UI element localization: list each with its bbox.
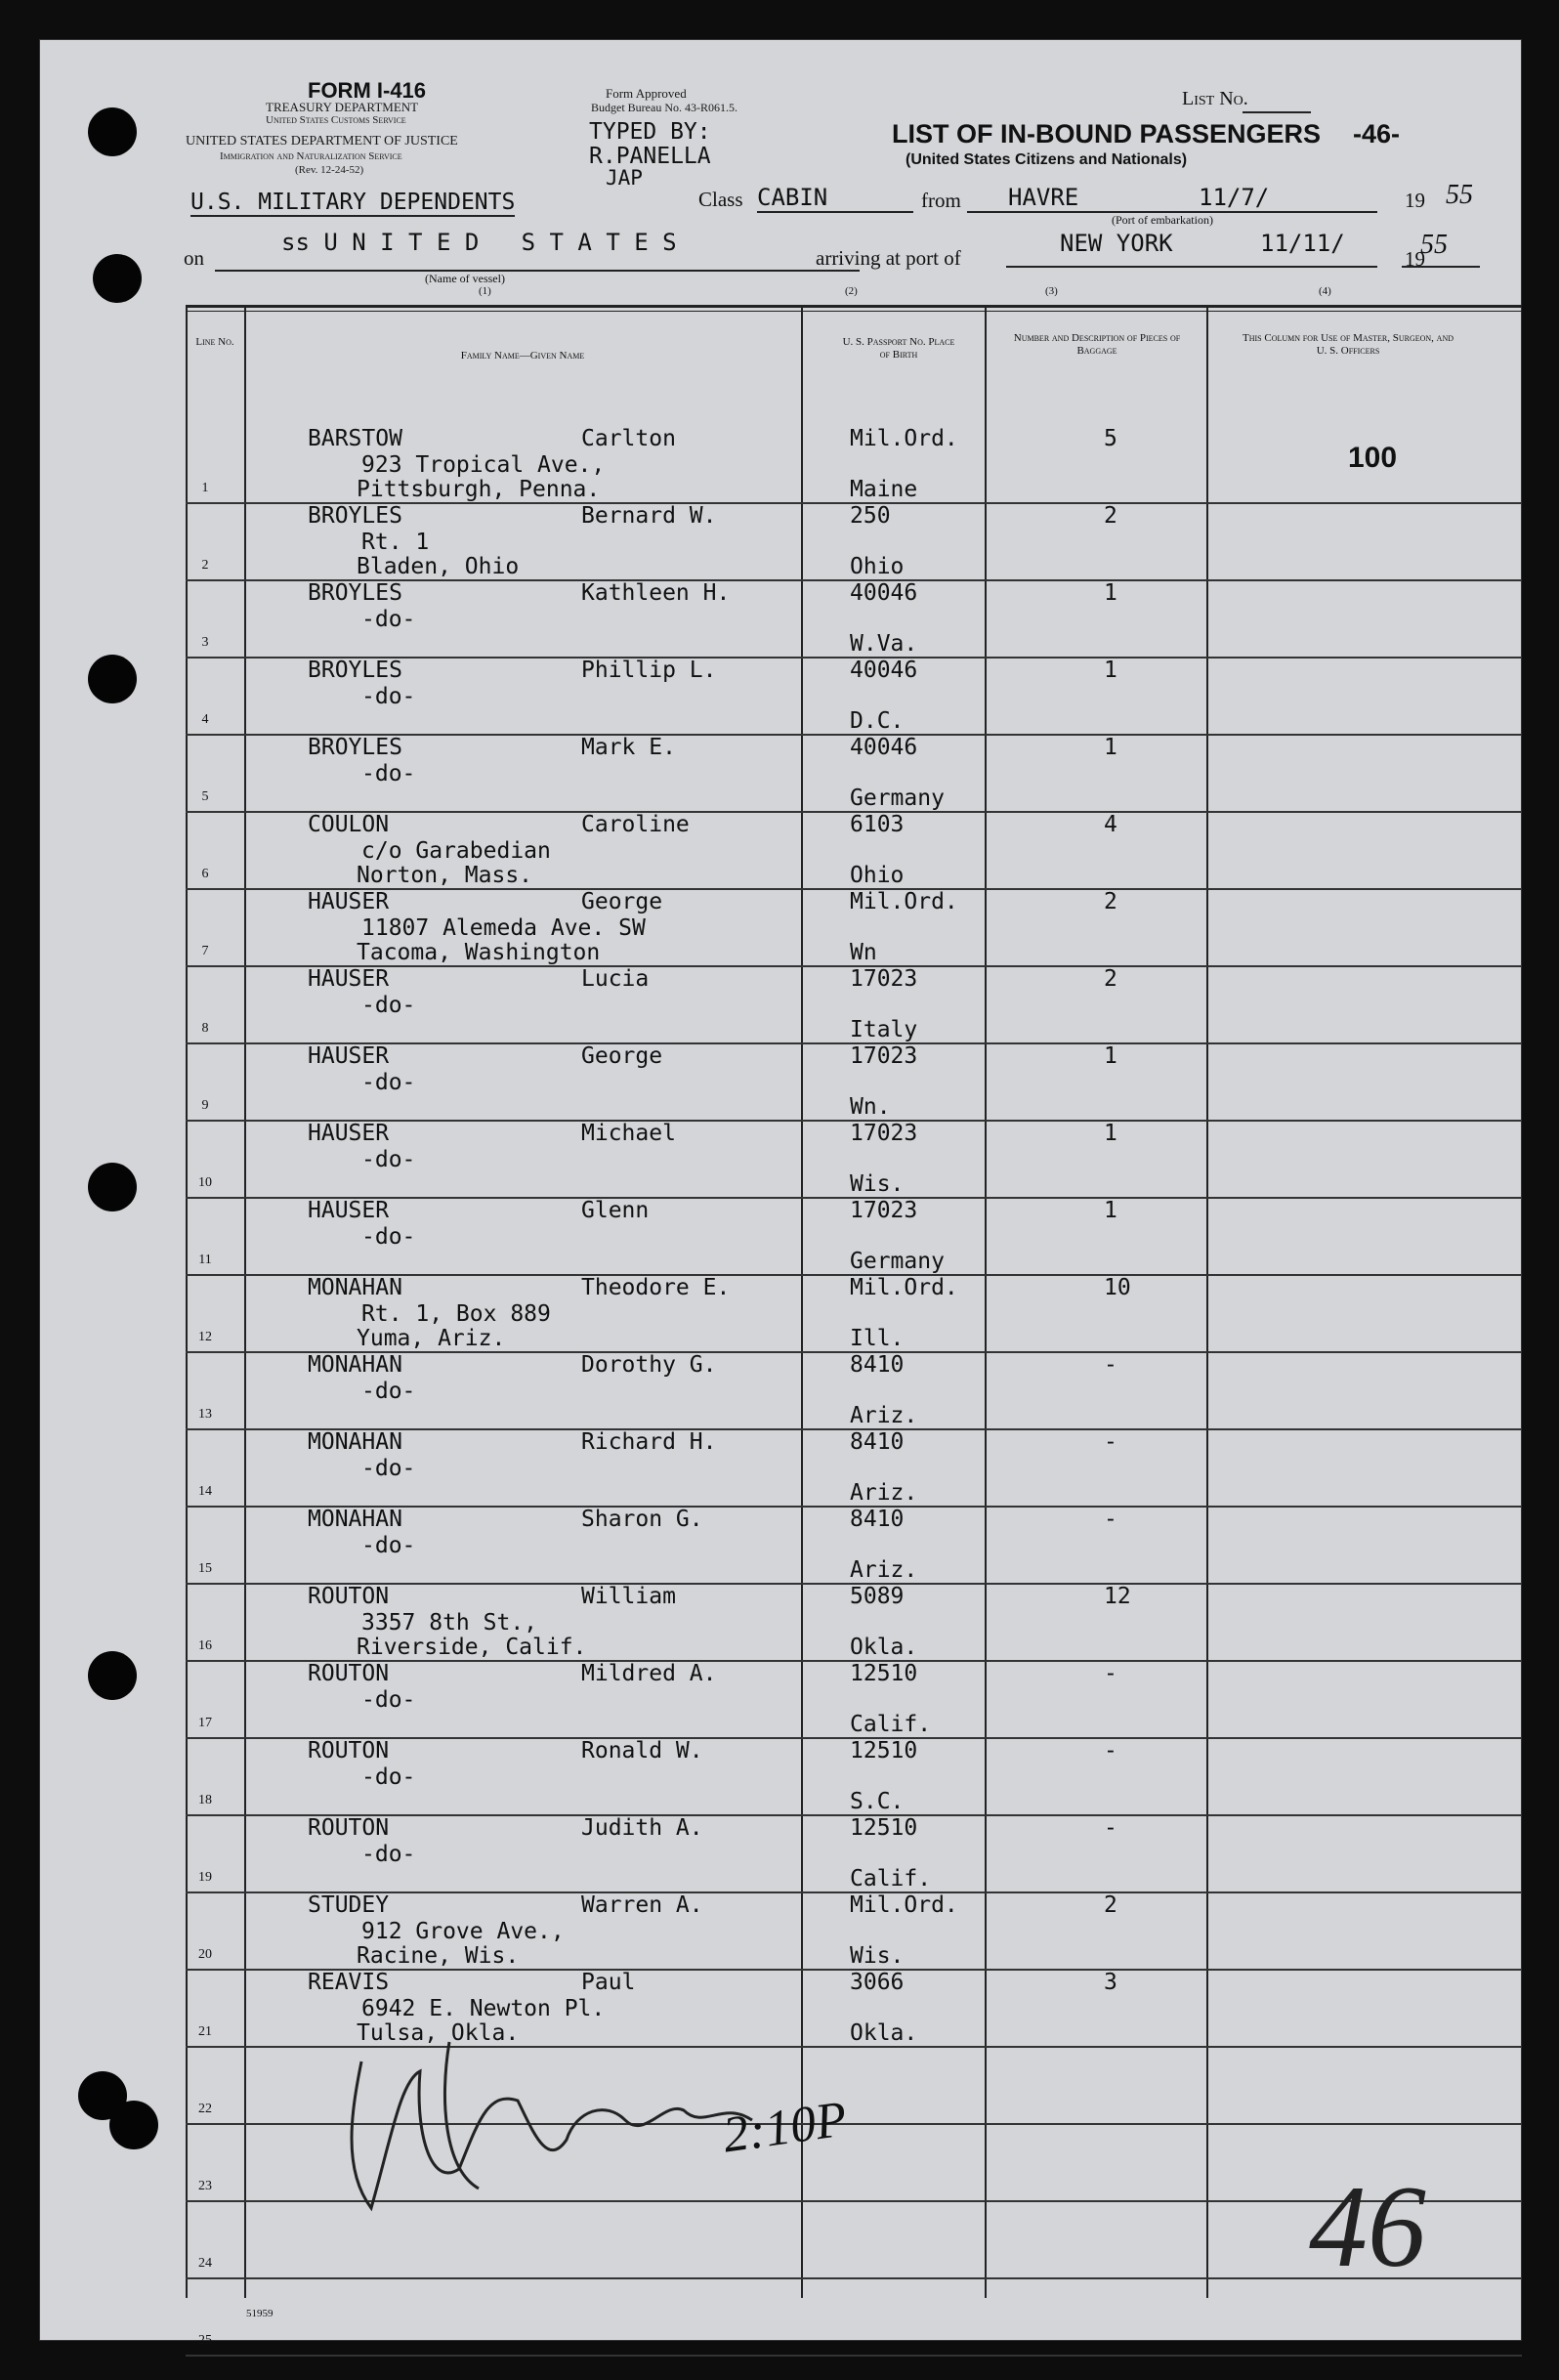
place-of-birth: Okla.: [850, 1635, 918, 1660]
place-of-birth: Germany: [850, 786, 945, 811]
table-row: [186, 1122, 1522, 1199]
column-number-4: (4): [1319, 285, 1331, 297]
passport-number: 40046: [850, 580, 918, 606]
punch-hole: [88, 655, 137, 703]
passport-number: Mil.Ord.: [850, 1892, 958, 1918]
address-line-1: -do-: [361, 1533, 416, 1558]
column-header-officers: This Column for Use of Master, Surgeon, and U. S. Officers: [1243, 332, 1454, 357]
address-line-1: 923 Tropical Ave.,: [361, 452, 606, 478]
address-line-2: Norton, Mass.: [357, 863, 533, 888]
class-value: CABIN: [757, 184, 828, 211]
table-row: [186, 1662, 1522, 1739]
passport-number: 17023: [850, 1198, 918, 1223]
address-line-1: -do-: [361, 1842, 416, 1867]
address-line-1: 11807 Alemeda Ave. SW: [361, 915, 646, 941]
group-name: U.S. MILITARY DEPENDENTS: [190, 190, 516, 215]
port-of-embarkation-label: (Port of embarkation): [1112, 213, 1213, 227]
given-name: Paul: [581, 1970, 636, 1995]
family-name: MONAHAN: [308, 1352, 402, 1378]
from-label: from: [921, 189, 961, 212]
table-row: [186, 1276, 1522, 1353]
embark-date: 11/7/: [1199, 184, 1270, 211]
vessel-label: (Name of vessel): [425, 272, 505, 285]
baggage-count: 4: [1104, 812, 1117, 837]
place-of-birth: Calif.: [850, 1866, 932, 1891]
baggage-count: 1: [1104, 1198, 1117, 1223]
baggage-count: 5: [1104, 426, 1117, 451]
given-name: Lucia: [581, 966, 650, 992]
address-line-1: Rt. 1, Box 889: [361, 1301, 551, 1327]
family-name: HAUSER: [308, 889, 390, 914]
place-of-birth: Wis.: [850, 1943, 905, 1969]
given-name: George: [581, 1043, 663, 1069]
family-name: ROUTON: [308, 1815, 390, 1841]
punch-hole: [88, 107, 137, 156]
page-title: LIST OF IN-BOUND PASSENGERS: [892, 119, 1322, 149]
family-name: ROUTON: [308, 1661, 390, 1686]
family-name: REAVIS: [308, 1970, 390, 1995]
passport-number: 17023: [850, 966, 918, 992]
given-name: Kathleen H.: [581, 580, 731, 606]
place-of-birth: Maine: [850, 477, 918, 502]
address-line-1: -do-: [361, 607, 416, 632]
passport-number: 12510: [850, 1661, 918, 1686]
row-number: 3: [201, 635, 209, 650]
baggage-count: 1: [1104, 1121, 1117, 1146]
place-of-birth: Okla.: [850, 2020, 918, 2046]
family-name: HAUSER: [308, 1043, 390, 1069]
given-name: Mildred A.: [581, 1661, 717, 1686]
address-line-1: -do-: [361, 1687, 416, 1713]
address-line-1: c/o Garabedian: [361, 838, 551, 864]
punch-hole: [109, 2101, 158, 2149]
punch-hole: [88, 1651, 137, 1700]
given-name: William: [581, 1584, 676, 1609]
passport-number: 40046: [850, 658, 918, 683]
row-number: 25: [198, 2333, 212, 2348]
row-number: 13: [198, 1407, 212, 1422]
row-number: 7: [201, 944, 209, 958]
passport-number: 6103: [850, 812, 905, 837]
place-of-birth: W.Va.: [850, 631, 918, 657]
table-row: [186, 1739, 1522, 1816]
given-name: George: [581, 889, 663, 914]
place-of-birth: S.C.: [850, 1789, 905, 1814]
row-number: 19: [198, 1870, 212, 1885]
place-of-birth: Wn: [850, 940, 877, 965]
baggage-count: 1: [1104, 580, 1117, 606]
family-name: STUDEY: [308, 1892, 390, 1918]
place-of-birth: Wn.: [850, 1094, 891, 1120]
row-number: 23: [198, 2179, 212, 2193]
address-line-2: Racine, Wis.: [357, 1943, 520, 1969]
family-name: MONAHAN: [308, 1275, 402, 1300]
table-row: [186, 427, 1522, 504]
punch-hole: [88, 1163, 137, 1211]
table-row: [186, 1044, 1522, 1122]
row-number: 12: [198, 1330, 212, 1344]
address-line-1: -do-: [361, 1147, 416, 1172]
list-number: -46-: [1353, 119, 1401, 149]
column-header-passport: U. S. Passport No. Place of Birth: [842, 336, 955, 361]
given-name: Carlton: [581, 426, 676, 451]
address-line-2: Bladen, Ohio: [357, 554, 520, 579]
passport-number: 250: [850, 503, 891, 529]
place-of-birth: Ariz.: [850, 1480, 918, 1506]
address-line-2: Pittsburgh, Penna.: [357, 477, 601, 502]
typed-by-initials: JAP: [606, 166, 643, 190]
baggage-count: 1: [1104, 658, 1117, 683]
family-name: BROYLES: [308, 580, 402, 606]
row-number: 22: [198, 2102, 212, 2116]
row-number: 4: [201, 712, 209, 727]
column-header-baggage: Number and Description of Pieces of Baggage: [1013, 332, 1181, 357]
family-name: COULON: [308, 812, 390, 837]
time-note: 2:10P: [719, 2091, 851, 2164]
baggage-count: 3: [1104, 1970, 1117, 1995]
row-number: 24: [198, 2256, 212, 2271]
row-number: 21: [198, 2024, 212, 2039]
family-name: HAUSER: [308, 1121, 390, 1146]
table-row: [186, 1893, 1522, 1971]
place-of-birth: Wis.: [850, 1171, 905, 1197]
address-line-2: Tacoma, Washington: [357, 940, 601, 965]
address-line-1: -do-: [361, 1764, 416, 1790]
dept-line-4: Immigration and Naturalization Service: [220, 150, 402, 162]
address-line-1: 6942 E. Newton Pl.: [361, 1996, 606, 2021]
passport-number: 8410: [850, 1507, 905, 1532]
table-row: [186, 736, 1522, 813]
dept-line-2: United States Customs Service: [266, 114, 406, 126]
address-line-1: 3357 8th St.,: [361, 1610, 538, 1636]
year-prefix-2: 19: [1405, 247, 1425, 271]
address-line-1: -do-: [361, 1379, 416, 1404]
given-name: Dorothy G.: [581, 1352, 717, 1378]
place-of-birth: Italy: [850, 1017, 918, 1042]
approval-line-1: Form Approved: [606, 86, 687, 101]
row-number: 20: [198, 1947, 212, 1962]
given-name: Warren A.: [581, 1892, 703, 1918]
place-of-birth: Ariz.: [850, 1403, 918, 1428]
passport-number: 8410: [850, 1429, 905, 1455]
place-of-birth: Calif.: [850, 1712, 932, 1737]
family-name: BROYLES: [308, 735, 402, 760]
place-of-birth: Ill.: [850, 1326, 905, 1351]
place-of-birth: Ohio: [850, 863, 905, 888]
row-number: 5: [201, 789, 209, 804]
row-number: 16: [198, 1638, 212, 1653]
baggage-count: 12: [1104, 1584, 1131, 1609]
address-line-2: Tulsa, Okla.: [357, 2020, 520, 2046]
baggage-count: -: [1104, 1661, 1117, 1686]
passport-number: Mil.Ord.: [850, 1275, 958, 1300]
row-number: 8: [201, 1021, 209, 1036]
officer-note: 100: [1348, 442, 1398, 474]
address-line-1: -do-: [361, 684, 416, 709]
on-label: on: [184, 246, 204, 270]
table-row: [186, 967, 1522, 1044]
row-number: 2: [201, 558, 209, 573]
form-number: FORM I-416: [308, 78, 427, 103]
year-suffix-2: 55: [1420, 230, 1448, 260]
given-name: Phillip L.: [581, 658, 717, 683]
vessel-name: ss U N I T E D S T A T E S: [281, 229, 677, 256]
passport-number: 8410: [850, 1352, 905, 1378]
given-name: Sharon G.: [581, 1507, 703, 1532]
passport-number: 17023: [850, 1121, 918, 1146]
address-line-2: Yuma, Ariz.: [357, 1326, 506, 1351]
address-line-1: 912 Grove Ave.,: [361, 1919, 565, 1944]
family-name: BARSTOW: [308, 426, 402, 451]
address-line-2: Riverside, Calif.: [357, 1635, 587, 1660]
dept-line-5: (Rev. 12-24-52): [295, 164, 364, 176]
address-line-1: -do-: [361, 761, 416, 786]
address-line-1: -do-: [361, 993, 416, 1018]
family-name: ROUTON: [308, 1584, 390, 1609]
arrival-port: NEW YORK: [1060, 230, 1173, 257]
baggage-count: -: [1104, 1507, 1117, 1532]
baggage-count: -: [1104, 1738, 1117, 1764]
arrival-date: 11/11/: [1260, 230, 1345, 257]
baggage-count: 1: [1104, 735, 1117, 760]
family-name: BROYLES: [308, 503, 402, 529]
row-number: 10: [198, 1175, 212, 1190]
column-header-line-no: Line No.: [195, 336, 234, 348]
table-row: [186, 1816, 1522, 1893]
family-name: MONAHAN: [308, 1507, 402, 1532]
row-number: 14: [198, 1484, 212, 1499]
arriving-label: arriving at port of: [816, 246, 961, 270]
manifest-page: [39, 39, 1522, 2348]
place-of-birth: Germany: [850, 1249, 945, 1274]
passport-number: 40046: [850, 735, 918, 760]
given-name: Mark E.: [581, 735, 676, 760]
approval-line-2: Budget Bureau No. 43-R061.5.: [591, 101, 737, 114]
baggage-count: 2: [1104, 889, 1117, 914]
class-label: Class: [698, 188, 743, 211]
typed-by-label: TYPED BY:: [589, 119, 711, 145]
given-name: Richard H.: [581, 1429, 717, 1455]
passport-number: Mil.Ord.: [850, 889, 958, 914]
family-name: BROYLES: [308, 658, 402, 683]
passport-number: 17023: [850, 1043, 918, 1069]
column-header-name: Family Name—Given Name: [460, 350, 585, 361]
table-row: [186, 504, 1522, 581]
row-number: 18: [198, 1793, 212, 1807]
row-number: 9: [201, 1098, 209, 1113]
footer-code: 51959: [246, 2308, 274, 2319]
passport-number: 12510: [850, 1815, 918, 1841]
given-name: Judith A.: [581, 1815, 703, 1841]
given-name: Caroline: [581, 812, 690, 837]
column-number-1: (1): [479, 285, 491, 297]
address-line-1: Rt. 1: [361, 530, 430, 555]
table-row: [186, 581, 1522, 659]
dept-line-3: UNITED STATES DEPARTMENT OF JUSTICE: [186, 134, 458, 149]
column-number-2: (2): [845, 285, 858, 297]
given-name: Ronald W.: [581, 1738, 703, 1764]
family-name: ROUTON: [308, 1738, 390, 1764]
list-no-label: List No.: [1182, 88, 1248, 109]
baggage-count: 1: [1104, 1043, 1117, 1069]
row-number: 6: [201, 867, 209, 881]
family-name: HAUSER: [308, 1198, 390, 1223]
table-row: [186, 813, 1522, 890]
table-row: [186, 659, 1522, 736]
dept-line-1: TREASURY DEPARTMENT: [266, 100, 419, 114]
baggage-count: -: [1104, 1352, 1117, 1378]
given-name: Theodore E.: [581, 1275, 731, 1300]
address-line-1: -do-: [361, 1456, 416, 1481]
baggage-count: 2: [1104, 966, 1117, 992]
table-row: [186, 890, 1522, 967]
table-row: [186, 1430, 1522, 1508]
place-of-birth: Ariz.: [850, 1557, 918, 1583]
passport-number: Mil.Ord.: [850, 426, 958, 451]
address-line-1: -do-: [361, 1070, 416, 1095]
page-mark: 46: [1309, 2161, 1426, 2291]
address-line-1: -do-: [361, 1224, 416, 1250]
table-row: [186, 1508, 1522, 1585]
given-name: Bernard W.: [581, 503, 717, 529]
given-name: Glenn: [581, 1198, 650, 1223]
baggage-count: -: [1104, 1815, 1117, 1841]
from-value: HAVRE: [1008, 184, 1079, 211]
baggage-count: 10: [1104, 1275, 1131, 1300]
baggage-count: 2: [1104, 1892, 1117, 1918]
row-number: 11: [198, 1253, 212, 1267]
typed-by-name: R.PANELLA: [589, 144, 711, 169]
given-name: Michael: [581, 1121, 676, 1146]
passport-number: 12510: [850, 1738, 918, 1764]
baggage-count: 2: [1104, 503, 1117, 529]
family-name: HAUSER: [308, 966, 390, 992]
passport-number: 5089: [850, 1584, 905, 1609]
table-row: [186, 1353, 1522, 1430]
place-of-birth: D.C.: [850, 708, 905, 734]
table-row: [186, 1585, 1522, 1662]
row-number: 1: [201, 481, 209, 495]
row-number: 15: [198, 1561, 212, 1576]
place-of-birth: Ohio: [850, 554, 905, 579]
baggage-count: -: [1104, 1429, 1117, 1455]
passport-number: 3066: [850, 1970, 905, 1995]
table-row: [186, 1199, 1522, 1276]
punch-hole: [93, 254, 142, 303]
row-number: 17: [198, 1716, 212, 1730]
page-subtitle: (United States Citizens and Nationals): [906, 151, 1188, 168]
year-suffix-1: 55: [1446, 180, 1473, 210]
column-number-3: (3): [1045, 285, 1058, 297]
family-name: MONAHAN: [308, 1429, 402, 1455]
year-prefix-1: 19: [1405, 189, 1425, 212]
